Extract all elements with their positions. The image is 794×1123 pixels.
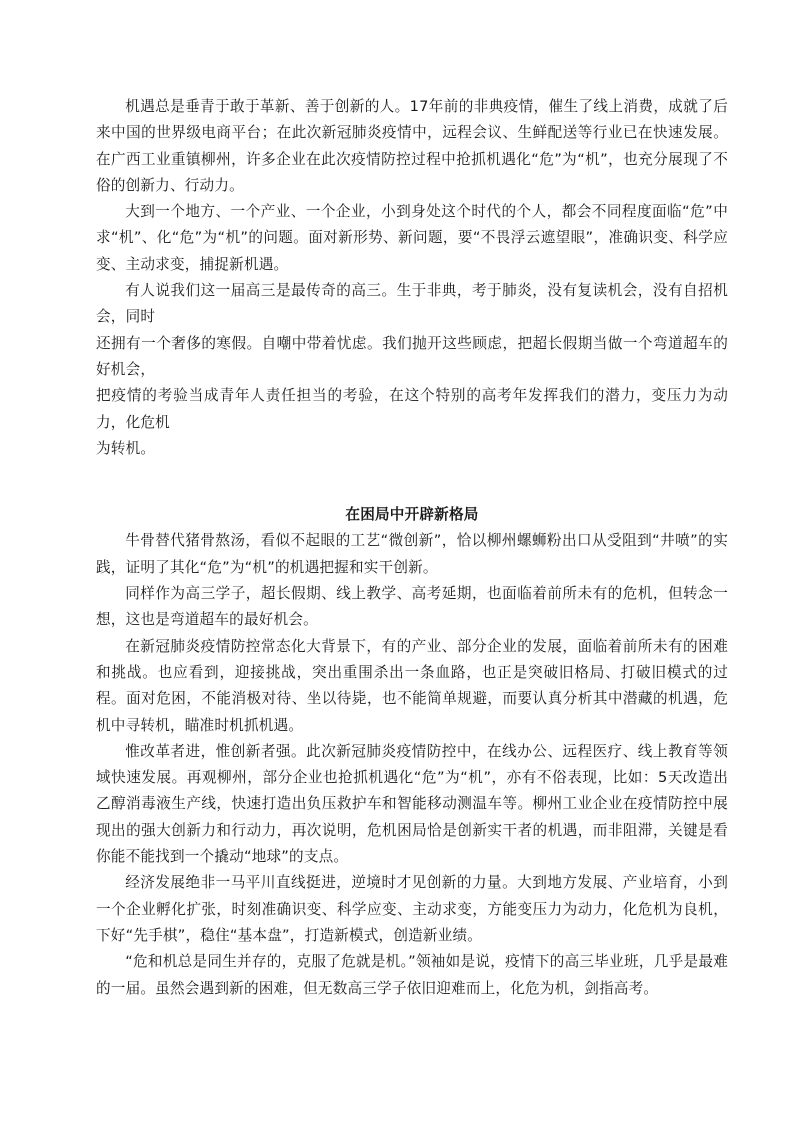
paragraph: 牛骨替代猪骨熬汤，看似不起眼的工艺“微创新”，恰以柳州螺蛳粉出口从受阻到“井喷”的实践，证明了其化“危”为“机”的机遇把握和实干创新。 [96,532,728,576]
paragraph: “危和机总是同生并存的，克服了危就是机。”领袖如是说，疫情下的高三毕业班，几乎是最难的一届。虽然会遇到新的困难，但无数高三学子依旧迎难而上，化危为机，剑指高考。 [96,953,728,997]
paragraph: 惟改革者进，惟创新者强。此次新冠肺炎疫情防控中，在线办公、远程医疗、线上教育等领域快速发展。再观柳州，部分企业也抢抓机遇化“危”为“机”，亦有不俗表现，比如：5天改造出乙醇消毒液生产线，快速打造出负压救护车和智能移动测温车等。柳州工业企业在疫情防控中展现出的强大创新力和行动力，再次说明，危机困局恰是创新实干者的机遇，而非阻滞，关键是看你能不能找到一个撬动“地球”的支点。 [96,742,728,866]
paragraph: 同样作为高三学子，超长假期、线上教学、高考延期，也面临着前所未有的危机，但转念一想，这也是弯道超车的最好机会。 [96,585,728,629]
paragraph: 大到一个地方、一个产业、一个企业，小到身处这个时代的个人，都会不同程度面临“危”中求“机”、化“危”为“机”的问题。面对新形势、新问题，要“不畏浮云遮望眼”，准确识变、科学应变、主动求变，捕捉新机遇。 [96,203,728,273]
paragraph: 经济发展绝非一马平川直线挺进，逆境时才见创新的力量。大到地方发展、产业培育，小到一个企业孵化扩张，时刻准确识变、科学应变、主动求变，方能变压力为动力，化危机为良机，下好“先手棋”，稳住“基本盘”，打造新模式，创造新业绩。 [96,874,728,944]
section-heading: 在困局中开辟新格局 [345,506,479,524]
section-new-pattern [96,502,728,1002]
section-opening [96,94,728,462]
paragraph-line: 把疫情的考验当成青年人责任担当的考验，在这个特别的高考年发挥我们的潜力，变压力为动力，化危机 [96,387,728,431]
document-page [96,94,728,1054]
section-spacer [96,462,728,502]
paragraph-line: 还拥有一个奢侈的寒假。自嘲中带着忧虑。我们抛开这些顾虑，把超长假期当做一个弯道超车的好机会， [96,334,728,378]
paragraph: 机遇总是垂青于敢于革新、善于创新的人。17年前的非典疫情，催生了线上消费，成就了后来中国的世界级电商平台；在此次新冠肺炎疫情中，远程会议、生鲜配送等行业已在快速发展。在广西工业重镇柳州，许多企业在此次疫情防控过程中抢抓机遇化“危”为“机”，也充分展现了不俗的创新力、行动力。 [96,98,728,194]
paragraph: 在新冠肺炎疫情防控常态化大背景下，有的产业、部分企业的发展，面临着前所未有的困难和挑战。也应看到，迎接挑战，突出重围杀出一条血路，也正是突破旧格局、打破旧模式的过程。面对危困，不能消极对待、坐以待毙，也不能简单规避，而要认真分析其中潜藏的机遇，危机中寻转机，瞄准时机抓机遇。 [96,637,728,734]
paragraph-line: 有人说我们这一届高三是最传奇的高三。生于非典，考于肺炎，没有复读机会，没有自招机会，同时 [96,282,728,326]
paragraph-line: 为转机。 [96,439,156,457]
